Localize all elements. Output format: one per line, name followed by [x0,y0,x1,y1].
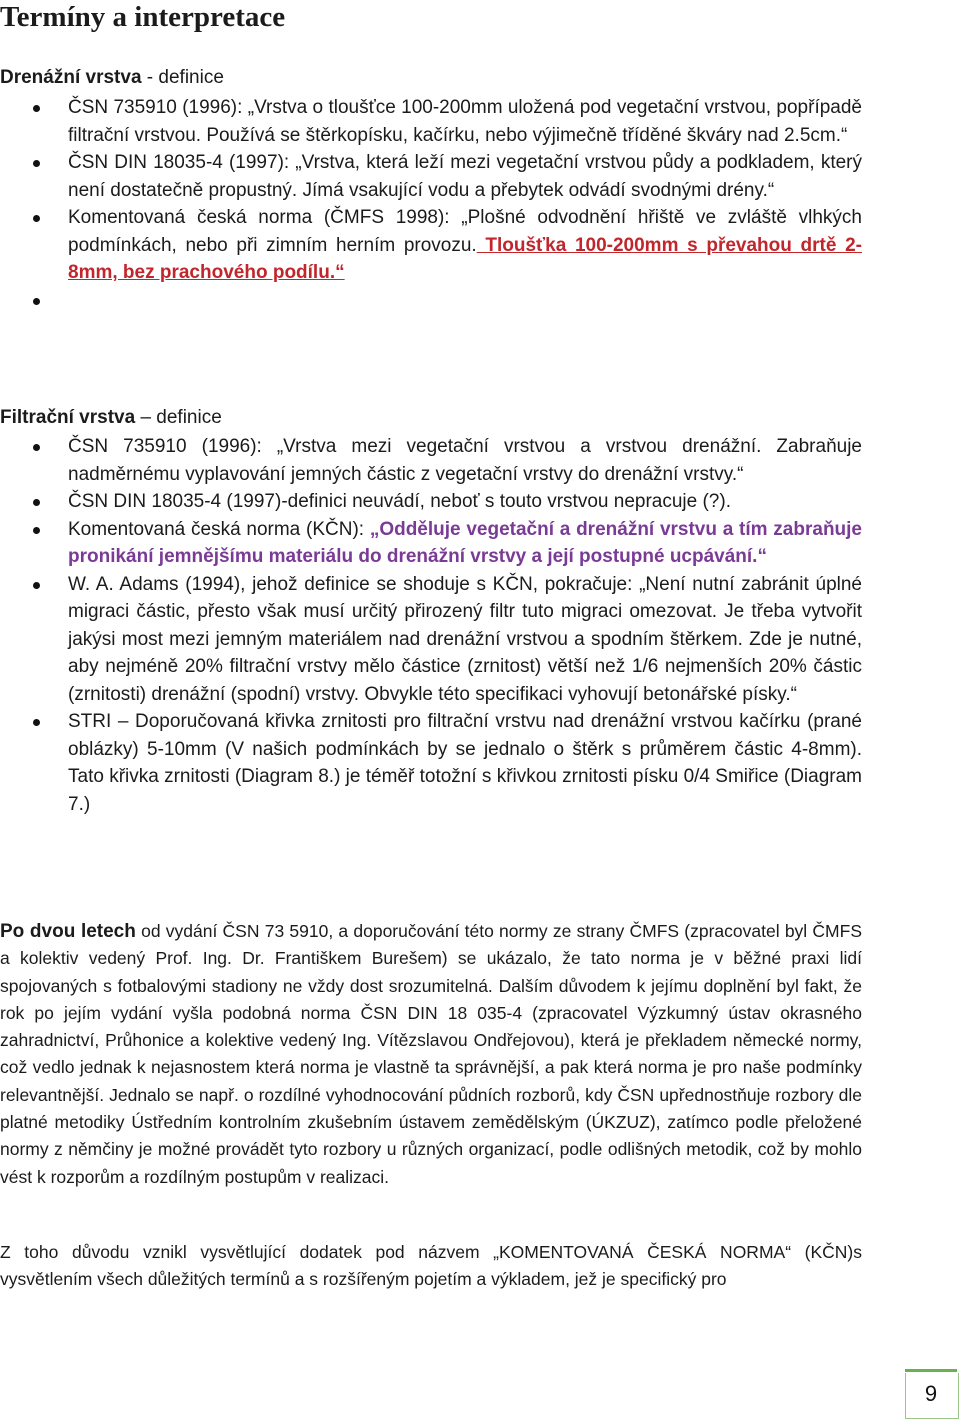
body-paragraph-2 [0,1239,862,1294]
bullet-icon [33,499,40,506]
bullet-icon [33,105,40,112]
footer-accent-line [905,1369,957,1372]
list-item-text: ČSN DIN 18035-4 (1997): „Vrstva, která leží mezi vegetační vrstvou půdy a podkladem, který není dostatečně propustný. Jímá vsakující vodu a přebytek odvádí svodnými drény.“ [68,152,862,201]
bullet-icon [33,160,40,167]
bullet-icon [33,582,40,589]
list-item-highlight: „Odděluje vegetační a drenážní vrstvu a tím zabraňuje pronikání jemnějšímu materiálu do drenážní vrstvy a její postupné ucpávání.“ [68,518,863,567]
list-item-highlight: Tloušťka 100-200mm s převahou drtě 2-8mm, bez prachového podílu.“ [68,234,862,283]
list-item [0,204,862,287]
filtration-heading-bold: Filtrační vrstva [0,407,136,428]
paragraph-text: Z toho důvodu vznikl vysvětlující dodatek pod názvem „KOMENTOVANÁ ČESKÁ NORMA“ (KČN)s vysvětlením všech důležitých termínů a s rozšířeným pojetím a výkladem, jež je specifický pro [0,1242,862,1290]
bullet-icon [33,298,40,305]
list-item-text: Komentovaná česká norma (ČMFS 1998): „Plošné odvodnění hřiště ve zvláště vlhkých podmínkách, nebo při zimním herním provozu. [68,207,862,256]
list-item-text: ČSN DIN 18035-4 (1997)-definici neuvádí, neboť s touto vrstvou nepracuje (?). [68,491,731,512]
paragraph-text: od vydání ČSN 73 5910, a doporučování této normy ze strany ČMFS (zpracovatel byl ČMFS a kolektiv vedený Prof. Ing. Dr. Františkem Burešem) se ukázalo, že tato norma je v běžné praxi lidí spojovaných s fotbalovými stadiony ne vždy dost srozumitelná. Dalším důvodem k jejímu doplnění byl fakt, že rok po jejím vydání vyšla podobná norma ČSN DIN 18 035-4 (zpracovatel Výzkumný ústav okrasného zahradnictví, Průhonice a kolektive vedený Ing. Vítězslavou Ondřejovou), která je překladem německé normy, což vedlo jednak k nejasnostem která norma je vlastně ta správnější, a pak která norma je pro naše podmínky relevantnější. Jednalo se např. o rozdílné vyhodnocování půdních rozborů, kdy ČSN upřednostňuje rozbory dle platné metodiky Ústředním kontrolním zkušebním ústavem zemědělským (ÚKZUZ), zatímco podle přeložené normy z němčiny je možné provádět tyto rozbory u různých organizací, podle odlišných metodik, což by mohlo vést k rozporům a rozdílným postupům v realizaci. [0,921,862,1187]
list-item-text: STRI – Doporučovaná křivka zrnitosti pro filtrační vrstvu nad drenážní vrstvou kačírku (prané oblázky) 5-10mm (V našich podmínkách by se jednalo o štěrk s průměrem částic 4-8mm). Tato křivka zrnitosti (Diagram 8.) je téměř totožní s křivkou zrnitosti písku 0/4 Smiřice (Diagram 7.) [68,711,863,815]
page-title: Termíny a interpretace [0,1,286,33]
bullet-icon [33,527,40,534]
bullet-icon [33,444,40,451]
bullet-icon [33,215,40,222]
list-item [0,433,862,488]
filtration-list [0,433,862,818]
list-item [0,516,862,571]
list-item-text: ČSN 735910 (1996): „Vrstva o tloušťce 100-200mm uložená pod vegetační vrstvou, popřípadě filtrační vrstvou. Používá se štěrkopísku, kačírku, nebo výjimečně tříděné škváry nad 2.5cm.“ [68,97,862,146]
paragraph-lead: Po dvou letech [0,921,136,942]
drainage-heading-rest: - definice [141,67,224,88]
list-item [0,94,862,149]
drainage-list [0,94,862,317]
list-item-text: ČSN 735910 (1996): „Vrstva mezi vegetační vrstvou a vrstvou drenážní. Zabraňuje nadměrnému vyplavování jemných částic z vegetační vrstvy do drenážní vrstvy.“ [68,436,862,485]
list-item [0,149,862,204]
bullet-icon [33,719,40,726]
list-item-text: W. A. Adams (1994), jehož definice se shoduje s KČN, pokračuje: „Není nutní zabránit úplné migraci částic, přesto však musí určitý přirozený filtr tuto migraci omezovat. Je třeba vytvořit jakýsi most mezi jemným materiálem nad drenážní vrstvou a spodním štěrkem. Zde je nutné, aby nejméně 20% filtrační vrstvy mělo částice (zrnitost) větší než 1/6 nejmenších 20% částic (zrnitosti) drenážní (spodní) vrstvy. Obvykle této specifikaci vyhovují betonářské písky.“ [68,573,862,705]
filtration-heading-rest: – definice [135,407,222,428]
drainage-heading [0,64,224,91]
list-item [0,488,862,516]
list-item-text: Komentovaná česká norma (KČN): [68,518,370,540]
body-paragraph [0,918,862,1191]
drainage-heading-bold: Drenážní vrstva [0,67,142,88]
page-number: 9 [924,1381,938,1406]
filtration-heading [0,404,222,431]
list-item [0,571,862,709]
list-item-empty [0,287,862,317]
list-item [0,708,862,818]
